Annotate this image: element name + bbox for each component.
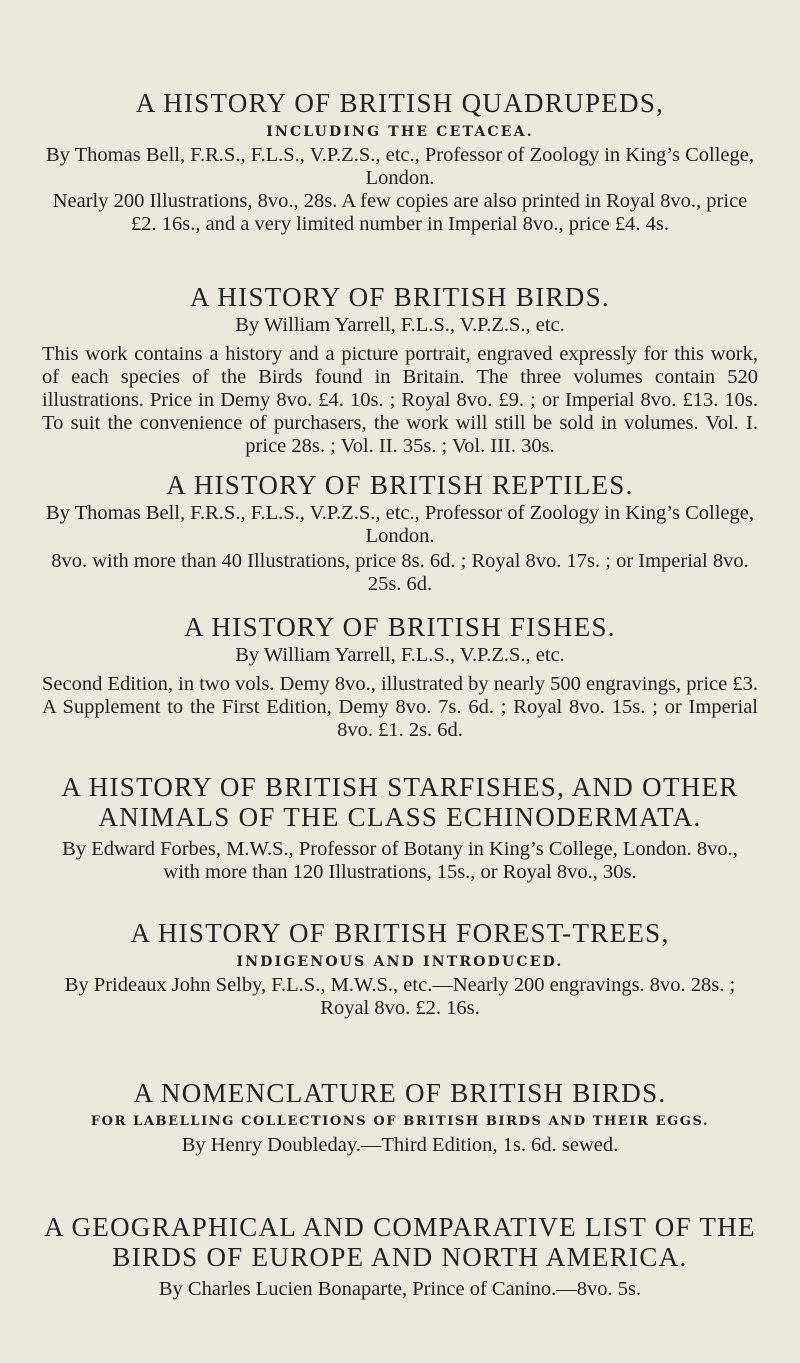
entry-subtitle: INCLUDING THE CETACEA. [266,124,534,140]
entry-title: A HISTORY OF BRITISH QUADRUPEDS, [135,88,665,118]
entry-details: This work contains a history and a picture portrait, engraved expressly for this work, of each species of the Birds found in Britain. The three volumes contain 520 illustrations. Price in Demy 8vo. £4. 10s. ; Royal 8vo. £9. ; or Imperial 8vo. £13. 10s. To suit the convenience of purchasers, the work will still be sold in volumes. Vol. I. price 28s. ; Vol. II. 35s. ; Vol. III. 30s. [42,343,758,457]
entry-title: A HISTORY OF BRITISH REPTILES. [166,470,634,500]
entry-geographical-list [42,1212,758,1301]
entry-nomenclature [42,1078,758,1157]
entry-starfishes [42,772,758,884]
entry-author: By William Yarrell, F.L.S., V.P.Z.S., etc. [235,314,565,336]
entry-subtitle: FOR LABELLING COLLECTIONS OF BRITISH BIRDS AND THEIR EGGS. [90,1114,710,1129]
entry-title: A HISTORY OF BRITISH BIRDS. [190,282,610,312]
entry-fishes [42,612,758,742]
entry-title: A GEOGRAPHICAL AND COMPARATIVE LIST OF THE BIRDS OF EUROPE AND NORTH AMERICA. [44,1212,756,1272]
entry-title: A NOMENCLATURE OF BRITISH BIRDS. [133,1078,667,1108]
entry-author: By Thomas Bell, F.R.S., F.L.S., V.P.Z.S., etc., Professor of Zoology in King’s College, London. [45,502,754,547]
entry-reptiles [42,470,758,596]
entry-author: By Edward Forbes, M.W.S., Professor of Botany in King’s College, London. 8vo., with more than 120 Illustrations, 15s., or Royal 8vo., 30s. [62,838,738,883]
entry-quadrupeds [42,88,758,236]
entry-author: By Prideaux John Selby, F.L.S., M.W.S., etc.—Nearly 200 engravings. 8vo. 28s. ; Royal 8vo. £2. 16s. [64,974,736,1019]
entry-subtitle: INDIGENOUS AND INTRODUCED. [236,954,564,970]
entry-birds [42,282,758,458]
entry-author: By Charles Lucien Bonaparte, Prince of Canino.—8vo. 5s. [158,1278,642,1300]
entry-title: A HISTORY OF BRITISH FISHES. [184,612,616,642]
entry-details: 8vo. with more than 40 Illustrations, price 8s. 6d. ; Royal 8vo. 17s. ; or Imperial 8vo. 25s. 6d. [51,550,749,595]
entry-author: By William Yarrell, F.L.S., V.P.Z.S., etc. [235,644,565,666]
entry-details: Second Edition, in two vols. Demy 8vo., illustrated by nearly 500 engravings, price £3. A Supplement to the First Edition, Demy 8vo. 7s. 6d. ; Royal 8vo. 15s. ; or Imperial 8vo. £1. 2s. 6d. [42,673,758,741]
entry-forest-trees [42,918,758,1020]
entry-title: A HISTORY OF BRITISH FOREST-TREES, [130,918,670,948]
entry-author: By Henry Doubleday.—Third Edition, 1s. 6d. sewed. [181,1134,619,1156]
entry-author: By Thomas Bell, F.R.S., F.L.S., V.P.Z.S., etc., Professor of Zoology in King’s College, London. [45,144,754,189]
entry-details: Nearly 200 Illustrations, 8vo., 28s. A few copies are also printed in Royal 8vo., price £2. 16s., and a very limited number in Imperial 8vo., price £4. 4s. [52,190,748,235]
entry-title: A HISTORY OF BRITISH STARFISHES, AND OTHER ANIMALS OF THE CLASS ECHINODERMATA. [61,772,739,832]
